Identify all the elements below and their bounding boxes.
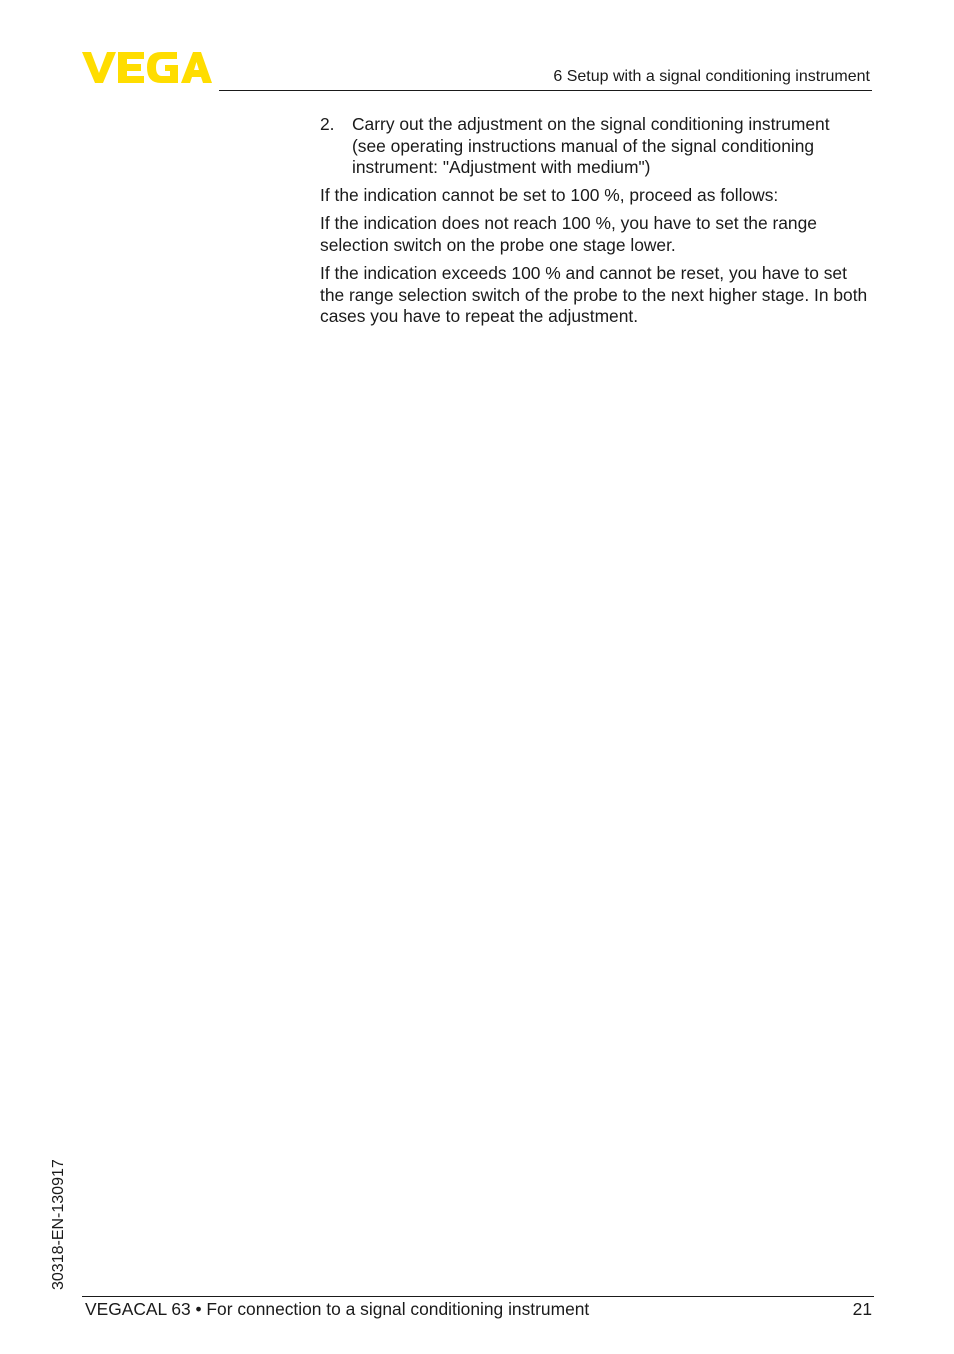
paragraph-below-100: If the indication does not reach 100 %, you have to set the range selection switch on the probe one stage lower. [320,213,817,255]
body-content [320,114,868,334]
paragraph-intro: If the indication cannot be set to 100 %, proceed as follows: [320,185,779,206]
section-title: 6 Setup with a signal conditioning instrument [553,68,870,85]
footer-divider [82,1296,874,1297]
document-code: 30318-EN-130917 [50,1159,67,1290]
header-divider [219,90,872,91]
paragraph-above-100: If the indication exceeds 100 % and cannot be reset, you have to set the range selection switch of the probe to the next higher stage. In both cases you have to repeat the adjustment. [320,263,868,327]
vega-logo [82,52,212,84]
instruction-step [320,114,868,179]
step-text: Carry out the adjustment on the signal conditioning instrument (see operating instructions manual of the signal conditioning instrument: "Adjustment with medium") [352,114,830,178]
step-number: 2. [320,114,335,134]
page-number: 21 [852,1299,872,1319]
footer-product-line: VEGACAL 63 • For connection to a signal conditioning instrument [85,1299,590,1319]
